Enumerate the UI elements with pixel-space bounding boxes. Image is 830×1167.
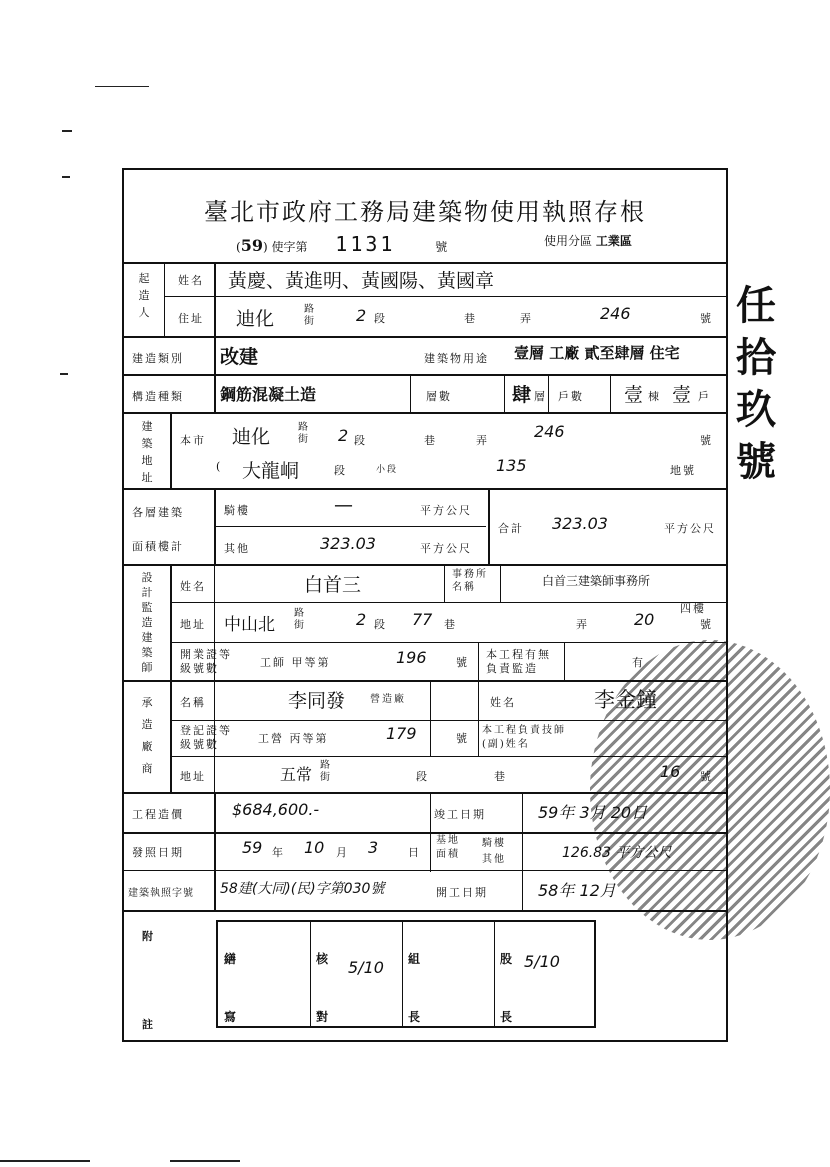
- applicant-road-suffix: 路街: [304, 304, 316, 327]
- arcade-unit: 平方公尺: [420, 504, 472, 517]
- site-paren: (: [216, 460, 223, 473]
- contractor-alley-word: 巷: [494, 770, 507, 783]
- zone-label: 使用分區: [544, 234, 593, 248]
- col-divider: [522, 792, 523, 910]
- row-divider: [170, 602, 726, 603]
- site-label: 建築地址: [141, 420, 153, 484]
- permit-label: 建築執照字號: [128, 888, 194, 899]
- zone-row: [544, 232, 632, 249]
- contractor-reg-label: 登記證等級號數: [180, 724, 232, 751]
- area-label-a: 各層建築: [132, 506, 184, 519]
- cost-value: $684,600.-: [232, 800, 320, 819]
- license-word: 使字第: [271, 240, 308, 254]
- issue-day-word: 日: [408, 846, 421, 859]
- issue-month: 10: [304, 838, 325, 857]
- contractor-no-word: 號: [700, 770, 713, 783]
- designer-cert-suffix: 號: [456, 656, 469, 669]
- row-divider: [170, 720, 726, 721]
- side-edge-text: 任拾玖號: [736, 283, 776, 485]
- applicant-alley-word: 弄: [520, 312, 533, 325]
- contractor-address-label: 地址: [180, 770, 206, 783]
- contractor-company-word: 營造廠: [370, 694, 406, 705]
- row-divider: [170, 756, 726, 757]
- applicant-section-word: 段: [374, 312, 387, 325]
- floors-value: 肆: [512, 384, 532, 406]
- col-divider: [488, 488, 490, 564]
- structure-label: 構造種類: [132, 390, 184, 403]
- col-divider: [430, 792, 431, 872]
- start-label: 開工日期: [436, 886, 488, 899]
- designer-office-label: 事務所名稱: [452, 569, 488, 593]
- applicant-address-label: 住址: [178, 312, 204, 325]
- site-area-label: 基地面積: [436, 835, 460, 860]
- col-divider: [444, 564, 445, 602]
- site-section: 2: [338, 426, 349, 445]
- row-divider: [164, 296, 726, 297]
- building-use-values: 壹層 工廠 貳至肆層 住宅: [514, 344, 680, 362]
- stamp-date-b: 5/10: [524, 952, 560, 971]
- approval-stamp: [216, 920, 596, 1028]
- designer-section: 2: [356, 610, 367, 629]
- issue-day: 3: [368, 838, 379, 857]
- designer-cert-prefix: 工師 甲等第: [260, 656, 331, 669]
- col-divider: [164, 262, 165, 336]
- units-value: 壹: [672, 384, 692, 406]
- col-divider: [214, 564, 215, 792]
- start-value: 58年 12月: [538, 881, 616, 900]
- col-divider: [214, 488, 216, 564]
- col-divider: [430, 680, 431, 756]
- designer-address-label: 地址: [180, 618, 206, 631]
- unit-word: 戶: [698, 390, 711, 403]
- permit-value: 58建(大同)(民)字第030號: [220, 881, 385, 897]
- site-area-arcade: 騎樓: [482, 838, 506, 849]
- site-land-number: 135: [496, 456, 527, 475]
- applicant-lane-word: 巷: [464, 312, 477, 325]
- margin-mark: [62, 130, 72, 132]
- building-use-label: 建築物用途: [424, 352, 489, 365]
- page-title: 臺北市政府工務局建築物使用執照存根: [204, 198, 646, 226]
- designer-cert-number: 196: [396, 648, 427, 667]
- contractor-road: 五常: [280, 765, 313, 784]
- area-label-b: 面積樓計: [132, 540, 184, 553]
- designer-responsible-label: 本工程有無負責監造: [486, 648, 551, 675]
- contractor-number: 16: [660, 762, 681, 781]
- designer-lane-word: 巷: [444, 618, 457, 631]
- applicant-no-word: 號: [700, 312, 713, 325]
- row-divider: [214, 526, 486, 527]
- issue-month-word: 月: [336, 846, 349, 859]
- site-number: 246: [534, 422, 565, 441]
- site-alley-word: 弄: [476, 434, 489, 447]
- col-divider: [500, 564, 501, 602]
- cost-label: 工程造價: [132, 808, 184, 821]
- site-no-word: 號: [700, 434, 713, 447]
- designer-cert-label: 開業證等級號數: [180, 648, 232, 675]
- col-divider: [410, 374, 411, 412]
- site-city: 本市: [180, 434, 206, 447]
- floor-word: 層: [534, 390, 547, 403]
- notes-label-b: 註: [142, 1018, 155, 1031]
- margin-mark: [0, 1160, 90, 1162]
- contractor-name-label: 名稱: [180, 696, 206, 709]
- applicant-names: 黃慶、黃進明、黃國陽、黃國章: [228, 270, 495, 292]
- margin-mark: [60, 373, 68, 375]
- license-year: 59: [240, 236, 263, 255]
- designer-alley-word: 弄: [576, 618, 589, 631]
- license-number: 1131: [335, 232, 396, 256]
- stamp-clerk: 繕寫: [224, 952, 237, 1024]
- stamp-checker: 核對: [316, 952, 329, 1024]
- stamp-team-lead: 組長: [408, 952, 421, 1024]
- issue-year: 59: [242, 838, 263, 857]
- total-label: 合計: [498, 522, 524, 535]
- contractor-name: 李同發: [288, 690, 346, 712]
- floors-label: 層數: [426, 390, 452, 403]
- site-duan-word: 段: [334, 464, 347, 477]
- contractor-reg-number: 179: [386, 724, 417, 743]
- col-divider: [610, 374, 611, 412]
- contractor-section-label: 承造廠商: [141, 696, 153, 775]
- header-row: (59) 使字第 1131 號: [236, 232, 448, 256]
- applicant-name-label: 姓名: [178, 274, 204, 287]
- contractor-person: 李金鐘: [594, 688, 657, 712]
- col-divider: [214, 792, 216, 910]
- applicant-section-label: 起造人: [138, 272, 150, 319]
- site-area-value: 126.83 平方公尺: [562, 845, 672, 861]
- row-divider: [124, 412, 726, 414]
- col-divider: [214, 262, 216, 336]
- arcade-label: 騎樓: [224, 504, 250, 517]
- margin-mark: [95, 86, 149, 87]
- designer-road: 中山北: [224, 615, 275, 635]
- designer-lane: 77: [412, 610, 433, 629]
- col-divider: [478, 680, 479, 756]
- stamp-date-a: 5/10: [348, 958, 384, 977]
- other-value: 323.03: [320, 534, 376, 553]
- total-unit: 平方公尺: [664, 522, 716, 535]
- col-divider: [504, 374, 505, 412]
- applicant-road: 迪化: [236, 308, 275, 330]
- contractor-duan-word: 段: [416, 770, 429, 783]
- margin-mark: [170, 1160, 240, 1162]
- site-road: 迪化: [232, 426, 271, 448]
- stamp-section-chief: 股長: [500, 952, 513, 1024]
- row-divider: [124, 910, 726, 912]
- other-unit: 平方公尺: [420, 542, 472, 555]
- license-hao: 號: [435, 240, 448, 254]
- col-divider: [214, 336, 216, 412]
- building-word: 棟: [648, 390, 661, 403]
- designer-section-label: 設計監造建築師: [141, 571, 153, 674]
- designer-number-extra: 四樓: [680, 602, 706, 615]
- site-lane-word: 巷: [424, 434, 437, 447]
- issue-year-word: 年: [272, 846, 285, 859]
- completion-label: 竣工日期: [434, 808, 486, 821]
- contractor-tech-label: 本工程負責技師(副)姓名: [482, 725, 566, 750]
- designer-office: 白首三建築師事務所: [542, 574, 651, 588]
- applicant-number: 246: [600, 304, 631, 323]
- structure-value: 鋼筋混凝土造: [220, 385, 317, 404]
- contractor-person-label: 姓名: [490, 696, 516, 709]
- designer-no-word: 號: [700, 618, 713, 631]
- contractor-road-suffix: 路街: [320, 760, 332, 783]
- arcade-value: —: [334, 494, 353, 516]
- col-divider: [548, 374, 549, 412]
- designer-number: 20: [634, 610, 655, 629]
- completion-value: 59年 3月 20日: [538, 803, 648, 822]
- designer-road-suffix: 路街: [294, 608, 306, 631]
- other-label: 其他: [224, 542, 250, 555]
- site-small-duan-word: 小段: [376, 465, 399, 475]
- site-section-word: 段: [354, 434, 367, 447]
- building-type-label: 建造類別: [132, 352, 184, 365]
- col-divider: [170, 564, 172, 792]
- zone-value: 工業區: [595, 234, 632, 248]
- total-value: 323.03: [552, 514, 608, 533]
- col-divider: [478, 642, 479, 680]
- contractor-reg-suffix: 號: [456, 732, 469, 745]
- units-label: 戶數: [558, 390, 584, 403]
- units-building: 壹: [624, 384, 644, 406]
- issue-label: 發照日期: [132, 846, 184, 859]
- col-divider: [170, 412, 172, 488]
- contractor-reg-prefix: 工營 丙等第: [258, 732, 329, 745]
- site-land-number-word: 地號: [670, 464, 696, 477]
- col-divider: [564, 642, 565, 680]
- site-area-other: 其他: [482, 854, 506, 865]
- designer-name: 白首三: [304, 574, 362, 596]
- site-land-district: 大龍峒: [242, 460, 300, 482]
- license-stub-form: [122, 168, 728, 1042]
- notes-label-a: 附: [142, 930, 155, 943]
- designer-section-word: 段: [374, 618, 387, 631]
- row-divider: [170, 642, 726, 643]
- site-road-suffix: 路街: [298, 422, 310, 445]
- applicant-section: 2: [356, 306, 367, 325]
- designer-responsible-value: 有: [632, 656, 645, 669]
- designer-name-label: 姓名: [180, 580, 206, 593]
- building-type-value: 改建: [220, 346, 259, 368]
- margin-mark: [62, 176, 70, 178]
